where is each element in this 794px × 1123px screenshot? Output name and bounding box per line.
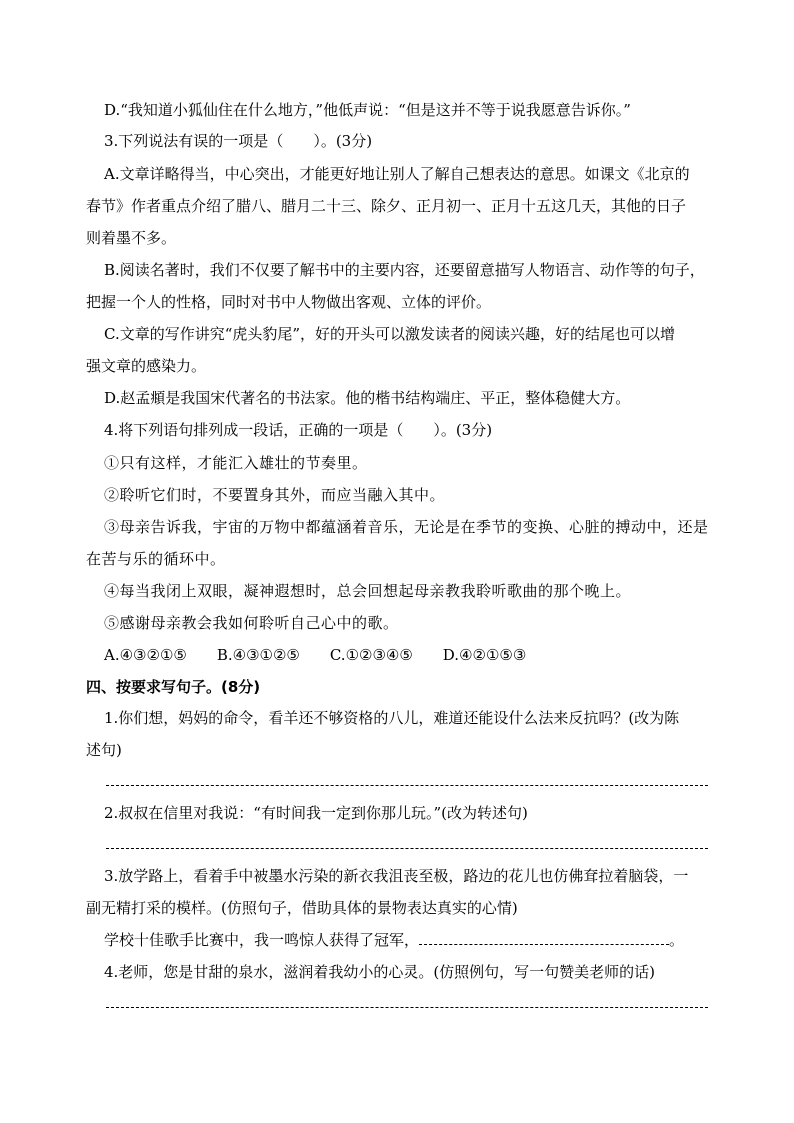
q4-sentence-2: ②聆听它们时，不要置身其外，而应当融入其中。 — [104, 486, 446, 504]
s4-q1-answer-blank[interactable] — [106, 785, 708, 786]
q4-sentence-4: ④每当我闭上双眼，凝神遐想时，总会回想起母亲教我聆听歌曲的那个晚上。 — [104, 582, 632, 600]
q2-option-d: D.“我知道小狐仙住在什么地方，”他低声说：“但是这并不等于说我愿意告诉你。” — [104, 101, 631, 119]
q3-option-b-line1: B.阅读名著时，我们不仅要了解书中的主要内容，还要留意描写人物语言、动作等的句子， — [104, 261, 705, 279]
s4-q1-line1: 1.你们想，妈妈的命令，看羊还不够资格的八儿，难道还能设什么法来反抗吗？(改为陈 — [104, 709, 680, 727]
q4-sentence-3-line2: 在苦与乐的循环中。 — [86, 550, 226, 568]
s4-q3-fill-sentence — [104, 930, 684, 950]
s4-q2-answer-blank[interactable] — [106, 848, 708, 849]
s4-q3-line2: 副无精打采的模样。(仿照句子，借助具体的景物表达真实的心情) — [86, 899, 518, 917]
q3-stem: 3.下列说法有误的一项是（ ）。(3分) — [104, 132, 373, 150]
q4-sentence-3-line1: ③母亲告诉我，宇宙的万物中都蕴涵着音乐，无论是在季节的变换、心脏的搏动中，还是 — [104, 518, 709, 536]
q3-option-c-line1: C.文章的写作讲究“虎头豹尾”，好的开头可以激发读者的阅读兴趣，好的结尾也可以增 — [104, 325, 676, 343]
q3-option-a-line2: 春节》作者重点介绍了腊八、腊月二十三、除夕、正月初一、正月十五这几天，其他的日子 — [86, 197, 687, 215]
s4-q3-prompt: 学校十佳歌手比赛中，我一鸣惊人获得了冠军， — [104, 931, 420, 949]
s4-q1-line2: 述句) — [86, 741, 122, 759]
section-4-title: 四、按要求写句子。(8分) — [86, 678, 261, 696]
s4-q3-inline-blank[interactable] — [419, 930, 669, 945]
q3-option-c-line2: 强文章的感染力。 — [86, 357, 207, 375]
s4-q3-line1: 3.放学路上，看着手中被墨水污染的新衣我沮丧至极，路边的花儿也仿佛耷拉着脑袋，一 — [104, 867, 689, 885]
q4-sentence-5: ⑤感谢母亲教会我如何聆听自己心中的歌。 — [104, 614, 399, 632]
s4-q2: 2.叔叔在信里对我说：“有时间我一定到你那儿玩。”(改为转述句) — [104, 804, 528, 822]
q3-option-d: D.赵孟頫是我国宋代著名的书法家。他的楷书结构端庄、平正，整体稳健大方。 — [104, 389, 631, 407]
q3-option-a-line3: 则着墨不多。 — [86, 229, 177, 247]
s4-q4-answer-blank[interactable] — [106, 1007, 708, 1008]
q3-option-b-line2: 把握一个人的性格，同时对书中人物做出客观、立体的评价。 — [86, 293, 492, 311]
q4-stem: 4.将下列语句排列成一段话，正确的一项是（ ）。(3分) — [104, 421, 493, 439]
s4-q4: 4.老师，您是甘甜的泉水，滋润着我幼小的心灵。(仿照例句，写一句赞美老师的话) — [104, 963, 656, 981]
s4-q3-end-mark: 。 — [669, 931, 685, 949]
q3-option-a-line1: A.文章详略得当，中心突出，才能更好地让别人了解自己想表达的意思。如课文《北京的 — [104, 165, 690, 183]
q4-options: A.④③②①⑤ B.④③①②⑤ C.①②③④⑤ D.④②①⑤③ — [104, 646, 527, 664]
q4-sentence-1: ①只有这样，才能汇入雄壮的节奏里。 — [104, 454, 368, 472]
